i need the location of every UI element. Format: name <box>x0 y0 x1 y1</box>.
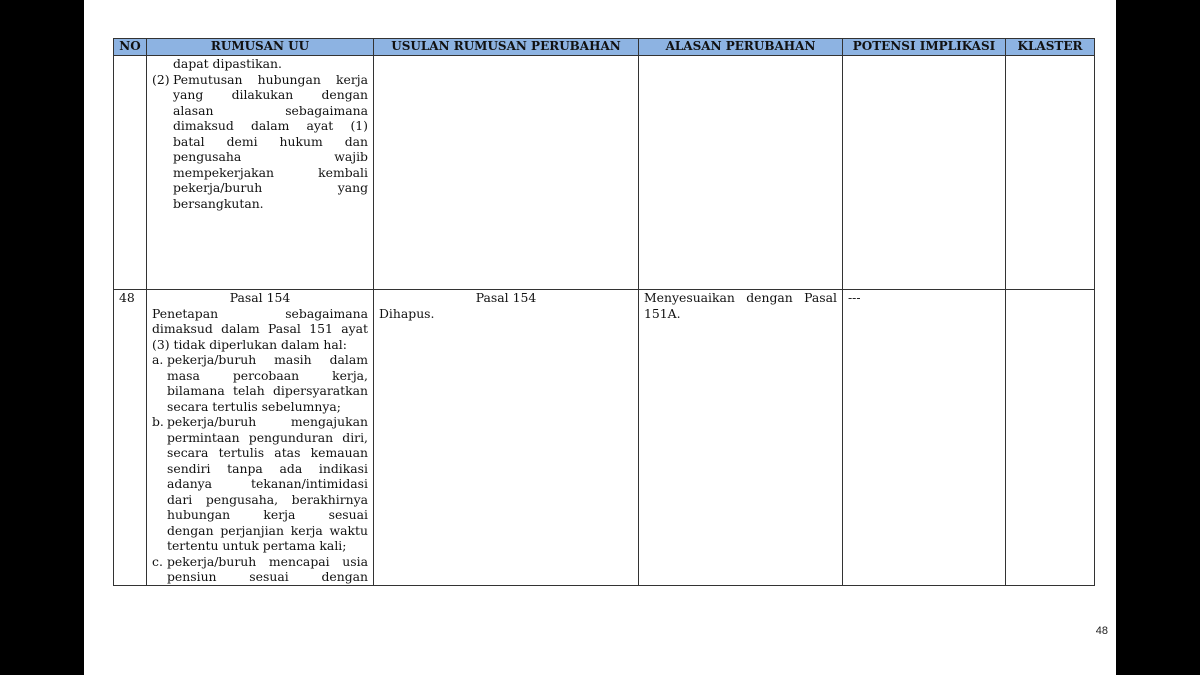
usulan-text: Dihapus. <box>379 305 435 321</box>
list-item <box>152 352 368 414</box>
text-line: masa percobaan kerja, <box>167 367 368 383</box>
cell-klaster <box>1006 56 1095 290</box>
rumusan-continuation-text: dapat dipastikan. <box>173 56 282 71</box>
cell-no: 48 <box>114 290 147 586</box>
text-line: 151A. <box>644 305 681 321</box>
pasal-title: Pasal 154 <box>475 290 537 305</box>
cell-potensi: --- <box>843 290 1006 586</box>
header-potensi-implikasi: POTENSI IMPLIKASI <box>843 39 1006 56</box>
comparison-table <box>113 38 1095 586</box>
list-item-marker: (2) <box>152 71 170 87</box>
text-line: secara tertulis atas kemauan <box>167 445 368 460</box>
cell-usulan <box>374 290 639 586</box>
text-line: mempekerjakan kembali <box>173 164 368 180</box>
text-line: yang dilakukan dengan <box>173 87 368 102</box>
header-no: NO <box>114 39 147 56</box>
list-item-marker: c. <box>152 553 163 569</box>
page-number: 48 <box>1095 625 1108 637</box>
text-line: Pemutusan hubungan kerja <box>173 71 368 87</box>
text-line: dimaksud dalam ayat (1) <box>173 118 368 133</box>
document-page <box>84 0 1116 675</box>
list-item <box>152 414 368 554</box>
header-klaster: KLASTER <box>1006 39 1095 56</box>
text-line: pekerja/buruh masih dalam <box>167 352 368 367</box>
header-alasan-perubahan: ALASAN PERUBAHAN <box>639 39 843 56</box>
cell-no <box>114 56 147 290</box>
text-line: pengusaha wajib <box>173 149 368 164</box>
list-item <box>152 72 368 212</box>
cell-rumusan-uu <box>147 56 374 290</box>
text-line: bersangkutan. <box>173 195 264 211</box>
text-line: pekerja/buruh mencapai usia <box>167 553 368 569</box>
text-line: adanya tekanan/intimidasi <box>167 476 368 491</box>
list-item <box>152 554 368 585</box>
list-item-marker: b. <box>152 414 164 429</box>
cell-potensi <box>843 56 1006 290</box>
cell-alasan <box>639 290 843 586</box>
table-row <box>114 290 1095 586</box>
header-usulan-rumusan-perubahan: USULAN RUMUSAN PERUBAHAN <box>374 39 639 56</box>
header-rumusan-uu: RUMUSAN UU <box>147 39 374 56</box>
text-line: alasan sebagaimana <box>173 102 368 118</box>
text-line: secara tertulis sebelumnya; <box>167 398 341 414</box>
text-line: batal demi hukum dan <box>173 133 368 149</box>
cell-klaster <box>1006 290 1095 586</box>
cell-rumusan-uu <box>147 290 374 586</box>
text-line: dengan perjanjian kerja waktu <box>167 522 368 538</box>
text-line: bilamana telah dipersyaratkan <box>167 383 368 398</box>
text-line: Penetapan sebagaimana <box>152 305 368 321</box>
text-line: dari pengusaha, berakhirnya <box>167 491 368 507</box>
text-line: hubungan kerja sesuai <box>167 507 368 522</box>
list-item-marker: a. <box>152 352 164 367</box>
text-line: pekerja/buruh mengajukan <box>167 414 368 429</box>
text-line: sendiri tanpa ada indikasi <box>167 460 368 476</box>
cell-alasan <box>639 56 843 290</box>
text-line: Menyesuaikan dengan Pasal <box>644 290 837 305</box>
text-line: pekerja/buruh yang <box>173 180 368 195</box>
text-line: permintaan pengunduran diri, <box>167 429 368 445</box>
text-line: pensiun sesuai dengan <box>167 569 368 584</box>
text-line: tertentu untuk pertama kali; <box>167 538 347 553</box>
pasal-title: Pasal 154 <box>229 290 291 305</box>
text-line: (3) tidak diperlukan dalam hal: <box>152 336 347 352</box>
table-header-row <box>114 39 1095 56</box>
cell-usulan <box>374 56 639 290</box>
text-line: dimaksud dalam Pasal 151 ayat <box>152 321 368 336</box>
table-row <box>114 56 1095 290</box>
